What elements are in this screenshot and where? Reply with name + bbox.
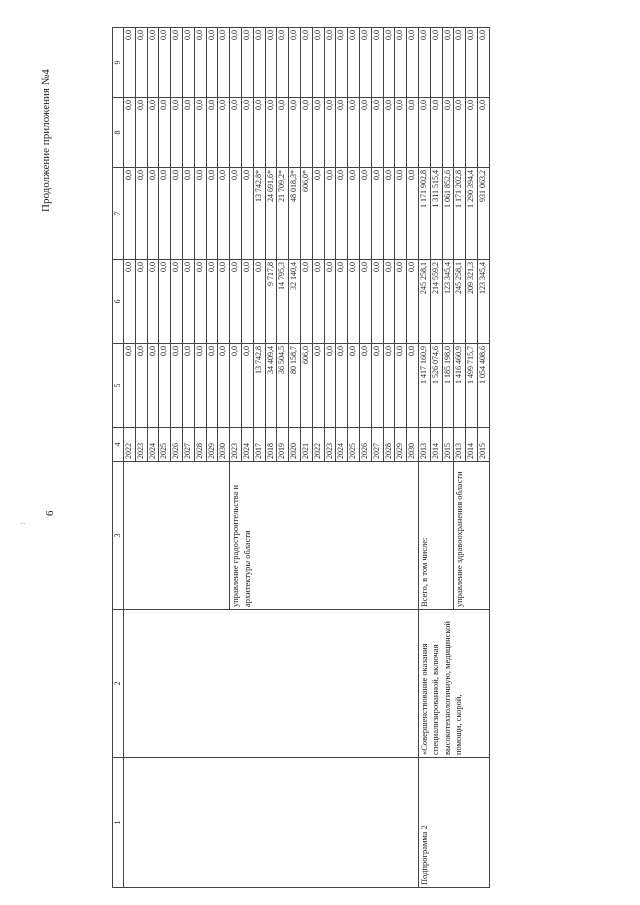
- value-cell: 0,0: [371, 168, 383, 260]
- value-cell: 0,0: [194, 260, 206, 344]
- value-cell: 0,0: [383, 168, 395, 260]
- value-cell: 0,0: [230, 98, 242, 168]
- value-cell: 931 063,2: [477, 168, 489, 260]
- value-cell: 0,0: [312, 98, 324, 168]
- value-cell: 13 742,8: [253, 344, 265, 428]
- value-cell: 0,0: [124, 168, 136, 260]
- value-cell: 0,0: [324, 344, 336, 428]
- value-cell: 0,0: [147, 98, 159, 168]
- value-cell: 0,0: [182, 260, 194, 344]
- column-header: 4: [113, 428, 124, 462]
- column-header: 9: [113, 28, 124, 98]
- column-header: 2: [113, 610, 124, 758]
- value-cell: 1 061 852,6: [442, 168, 454, 260]
- value-cell: 21 709,2*: [277, 168, 289, 260]
- value-cell: 0,0: [348, 260, 360, 344]
- value-cell: 0,0: [171, 260, 183, 344]
- year-cell: 2030: [407, 428, 419, 462]
- value-cell: 1 171 902,8: [418, 168, 430, 260]
- value-cell: 0,0: [324, 168, 336, 260]
- value-cell: 0,0: [454, 98, 466, 168]
- value-cell: 0,0: [371, 98, 383, 168]
- column-header: 1: [113, 758, 124, 888]
- year-cell: 2017: [253, 428, 265, 462]
- value-cell: 0,0: [135, 98, 147, 168]
- year-cell: 2021: [300, 428, 312, 462]
- value-cell: 0,0: [182, 98, 194, 168]
- value-cell: 0,0: [348, 98, 360, 168]
- value-cell: 0,0: [324, 98, 336, 168]
- value-cell: 0,0: [194, 28, 206, 98]
- value-cell: 0,0: [336, 168, 348, 260]
- value-cell: 1 290 394,4: [466, 168, 478, 260]
- value-cell: 0,0: [418, 98, 430, 168]
- year-cell: 2014: [466, 428, 478, 462]
- year-cell: 2024: [241, 428, 253, 462]
- value-cell: 0,0: [230, 344, 242, 428]
- value-cell: 0,0: [159, 28, 171, 98]
- value-cell: 0,0: [395, 98, 407, 168]
- value-cell: 0,0: [159, 98, 171, 168]
- value-cell: 0,0: [182, 28, 194, 98]
- value-cell: 0,0: [289, 28, 301, 98]
- table-cell: [124, 758, 419, 888]
- subprogram-title: «Совершенствование оказания специализированной, включая высокотехнологичную, медицинской помощи, скорой,: [418, 610, 489, 758]
- value-cell: 0,0: [218, 28, 230, 98]
- continuation-heading: Продолжение приложения №4: [40, 69, 52, 212]
- value-cell: 0,0: [407, 168, 419, 260]
- value-cell: 0,0: [147, 168, 159, 260]
- value-cell: 0,0: [371, 344, 383, 428]
- value-cell: 0,0: [442, 28, 454, 98]
- value-cell: 0,0: [359, 168, 371, 260]
- year-cell: 2028: [383, 428, 395, 462]
- value-cell: 0,0: [348, 344, 360, 428]
- value-cell: 0,0: [383, 28, 395, 98]
- value-cell: 0,0: [312, 260, 324, 344]
- year-cell: 2023: [230, 428, 242, 462]
- year-cell: 2014: [430, 428, 442, 462]
- value-cell: 36 504,5: [277, 344, 289, 428]
- value-cell: 0,0: [147, 260, 159, 344]
- value-cell: 0,0: [159, 344, 171, 428]
- year-cell: 2026: [171, 428, 183, 462]
- subprogram-name: Подпрограмма 2: [418, 758, 489, 888]
- value-cell: 0,0: [135, 168, 147, 260]
- year-cell: 2015: [442, 428, 454, 462]
- value-cell: 1 416 460,9: [454, 344, 466, 428]
- value-cell: 0,0: [359, 260, 371, 344]
- value-cell: 0,0: [206, 98, 218, 168]
- year-cell: 2019: [277, 428, 289, 462]
- value-cell: 0,0: [147, 28, 159, 98]
- column-header: 3: [113, 462, 124, 610]
- value-cell: 606,0*: [300, 168, 312, 260]
- value-cell: 0,0: [241, 28, 253, 98]
- value-cell: 0,0: [253, 28, 265, 98]
- value-cell: 0,0: [477, 28, 489, 98]
- year-cell: 2013: [418, 428, 430, 462]
- value-cell: 1 499 715,7: [466, 344, 478, 428]
- year-cell: 2013: [454, 428, 466, 462]
- total-label: Всего, в том числе:: [418, 462, 453, 610]
- value-cell: 0,0: [182, 168, 194, 260]
- value-cell: 209 321,3: [466, 260, 478, 344]
- rotated-table-container: [112, 28, 602, 888]
- value-cell: 0,0: [289, 98, 301, 168]
- value-cell: 0,0: [124, 98, 136, 168]
- value-cell: 0,0: [312, 28, 324, 98]
- value-cell: 0,0: [171, 344, 183, 428]
- value-cell: 1 185 198,0: [442, 344, 454, 428]
- value-cell: 123 345,4: [477, 260, 489, 344]
- value-cell: 0,0: [371, 28, 383, 98]
- value-cell: 0,0: [336, 344, 348, 428]
- value-cell: 48 018,3*: [289, 168, 301, 260]
- value-cell: 13 742,8*: [253, 168, 265, 260]
- value-cell: 0,0: [253, 98, 265, 168]
- value-cell: 0,0: [336, 98, 348, 168]
- value-cell: 0,0: [312, 168, 324, 260]
- value-cell: 0,0: [194, 168, 206, 260]
- year-cell: 2024: [336, 428, 348, 462]
- value-cell: 0,0: [218, 98, 230, 168]
- value-cell: 0,0: [348, 168, 360, 260]
- value-cell: 0,0: [124, 260, 136, 344]
- year-cell: 2029: [206, 428, 218, 462]
- year-cell: 2024: [147, 428, 159, 462]
- value-cell: 0,0: [218, 260, 230, 344]
- value-cell: 0,0: [124, 28, 136, 98]
- value-cell: 0,0: [206, 28, 218, 98]
- year-cell: 2028: [194, 428, 206, 462]
- value-cell: 1 417 160,9: [418, 344, 430, 428]
- value-cell: 245 258,1: [454, 260, 466, 344]
- year-cell: 2023: [135, 428, 147, 462]
- value-cell: 0,0: [241, 168, 253, 260]
- value-cell: 0,0: [395, 344, 407, 428]
- budget-table: [112, 27, 490, 888]
- value-cell: 0,0: [395, 260, 407, 344]
- value-cell: 0,0: [135, 344, 147, 428]
- value-cell: 0,0: [194, 344, 206, 428]
- value-cell: 0,0: [171, 28, 183, 98]
- value-cell: 0,0: [383, 98, 395, 168]
- year-cell: 2029: [395, 428, 407, 462]
- value-cell: 32 140,4: [289, 260, 301, 344]
- value-cell: 0,0: [407, 344, 419, 428]
- responsible-label: управление здравоохранения области: [454, 462, 489, 610]
- value-cell: 0,0: [430, 98, 442, 168]
- value-cell: 24 691,6*: [265, 168, 277, 260]
- value-cell: 0,0: [230, 28, 242, 98]
- value-cell: 0,0: [265, 98, 277, 168]
- value-cell: 80 158,7: [289, 344, 301, 428]
- year-cell: 2018: [265, 428, 277, 462]
- value-cell: 0,0: [241, 260, 253, 344]
- value-cell: 1 311 515,4: [430, 168, 442, 260]
- value-cell: 9 717,8: [265, 260, 277, 344]
- value-cell: 0,0: [159, 260, 171, 344]
- value-cell: 0,0: [371, 260, 383, 344]
- page-mark: ...: [20, 518, 26, 526]
- value-cell: 0,0: [171, 168, 183, 260]
- value-cell: 0,0: [135, 260, 147, 344]
- value-cell: 0,0: [218, 344, 230, 428]
- value-cell: 1 526 074,6: [430, 344, 442, 428]
- value-cell: 0,0: [124, 344, 136, 428]
- value-cell: 0,0: [277, 28, 289, 98]
- column-header: 6: [113, 260, 124, 344]
- value-cell: 14 795,3: [277, 260, 289, 344]
- year-cell: 2022: [124, 428, 136, 462]
- value-cell: 0,0: [230, 260, 242, 344]
- value-cell: 0,0: [477, 98, 489, 168]
- value-cell: 0,0: [182, 344, 194, 428]
- year-cell: 2023: [324, 428, 336, 462]
- value-cell: 0,0: [407, 260, 419, 344]
- table-row: [124, 28, 136, 888]
- value-cell: 0,0: [241, 344, 253, 428]
- column-header: 7: [113, 168, 124, 260]
- page-number: 6: [44, 510, 56, 516]
- value-cell: 0,0: [383, 260, 395, 344]
- value-cell: 0,0: [135, 28, 147, 98]
- value-cell: 34 409,4: [265, 344, 277, 428]
- value-cell: 0,0: [206, 168, 218, 260]
- value-cell: 0,0: [171, 98, 183, 168]
- value-cell: 0,0: [300, 28, 312, 98]
- value-cell: 0,0: [206, 344, 218, 428]
- value-cell: 0,0: [466, 98, 478, 168]
- value-cell: 0,0: [324, 28, 336, 98]
- value-cell: 123 345,4: [442, 260, 454, 344]
- value-cell: 0,0: [194, 98, 206, 168]
- year-cell: 2025: [159, 428, 171, 462]
- table-body: [113, 28, 490, 888]
- value-cell: 0,0: [324, 260, 336, 344]
- value-cell: 0,0: [253, 260, 265, 344]
- value-cell: 0,0: [359, 98, 371, 168]
- header-row: [113, 28, 124, 888]
- value-cell: 0,0: [395, 28, 407, 98]
- year-cell: 2030: [218, 428, 230, 462]
- value-cell: 0,0: [159, 168, 171, 260]
- value-cell: 0,0: [454, 28, 466, 98]
- value-cell: 0,0: [230, 168, 242, 260]
- value-cell: 0,0: [336, 28, 348, 98]
- year-cell: 2020: [289, 428, 301, 462]
- table-cell: [124, 610, 419, 758]
- value-cell: 0,0: [300, 260, 312, 344]
- value-cell: 245 258,1: [418, 260, 430, 344]
- value-cell: 0,0: [348, 28, 360, 98]
- value-cell: 606,0: [300, 344, 312, 428]
- year-cell: 2025: [348, 428, 360, 462]
- value-cell: 0,0: [300, 98, 312, 168]
- year-cell: 2027: [371, 428, 383, 462]
- table-row: [418, 28, 430, 888]
- column-header: 8: [113, 98, 124, 168]
- value-cell: 0,0: [218, 168, 230, 260]
- value-cell: 0,0: [336, 260, 348, 344]
- value-cell: 0,0: [418, 28, 430, 98]
- table-cell: [124, 462, 230, 610]
- value-cell: 0,0: [206, 260, 218, 344]
- year-cell: 2027: [182, 428, 194, 462]
- responsible-label: управление градостроительства и архитектуры области: [230, 462, 419, 610]
- value-cell: 0,0: [359, 344, 371, 428]
- value-cell: 1 054 408,6: [477, 344, 489, 428]
- value-cell: 0,0: [147, 344, 159, 428]
- value-cell: 214 559,2: [430, 260, 442, 344]
- value-cell: 0,0: [466, 28, 478, 98]
- value-cell: 0,0: [395, 168, 407, 260]
- value-cell: 0,0: [312, 344, 324, 428]
- value-cell: 0,0: [241, 98, 253, 168]
- value-cell: 0,0: [383, 344, 395, 428]
- value-cell: 0,0: [407, 28, 419, 98]
- column-header: 5: [113, 344, 124, 428]
- year-cell: 2015: [477, 428, 489, 462]
- year-cell: 2022: [312, 428, 324, 462]
- value-cell: 0,0: [359, 28, 371, 98]
- value-cell: 0,0: [407, 98, 419, 168]
- value-cell: 0,0: [265, 28, 277, 98]
- value-cell: 0,0: [430, 28, 442, 98]
- value-cell: 1 171 202,8: [454, 168, 466, 260]
- value-cell: 0,0: [442, 98, 454, 168]
- value-cell: 0,0: [277, 98, 289, 168]
- year-cell: 2026: [359, 428, 371, 462]
